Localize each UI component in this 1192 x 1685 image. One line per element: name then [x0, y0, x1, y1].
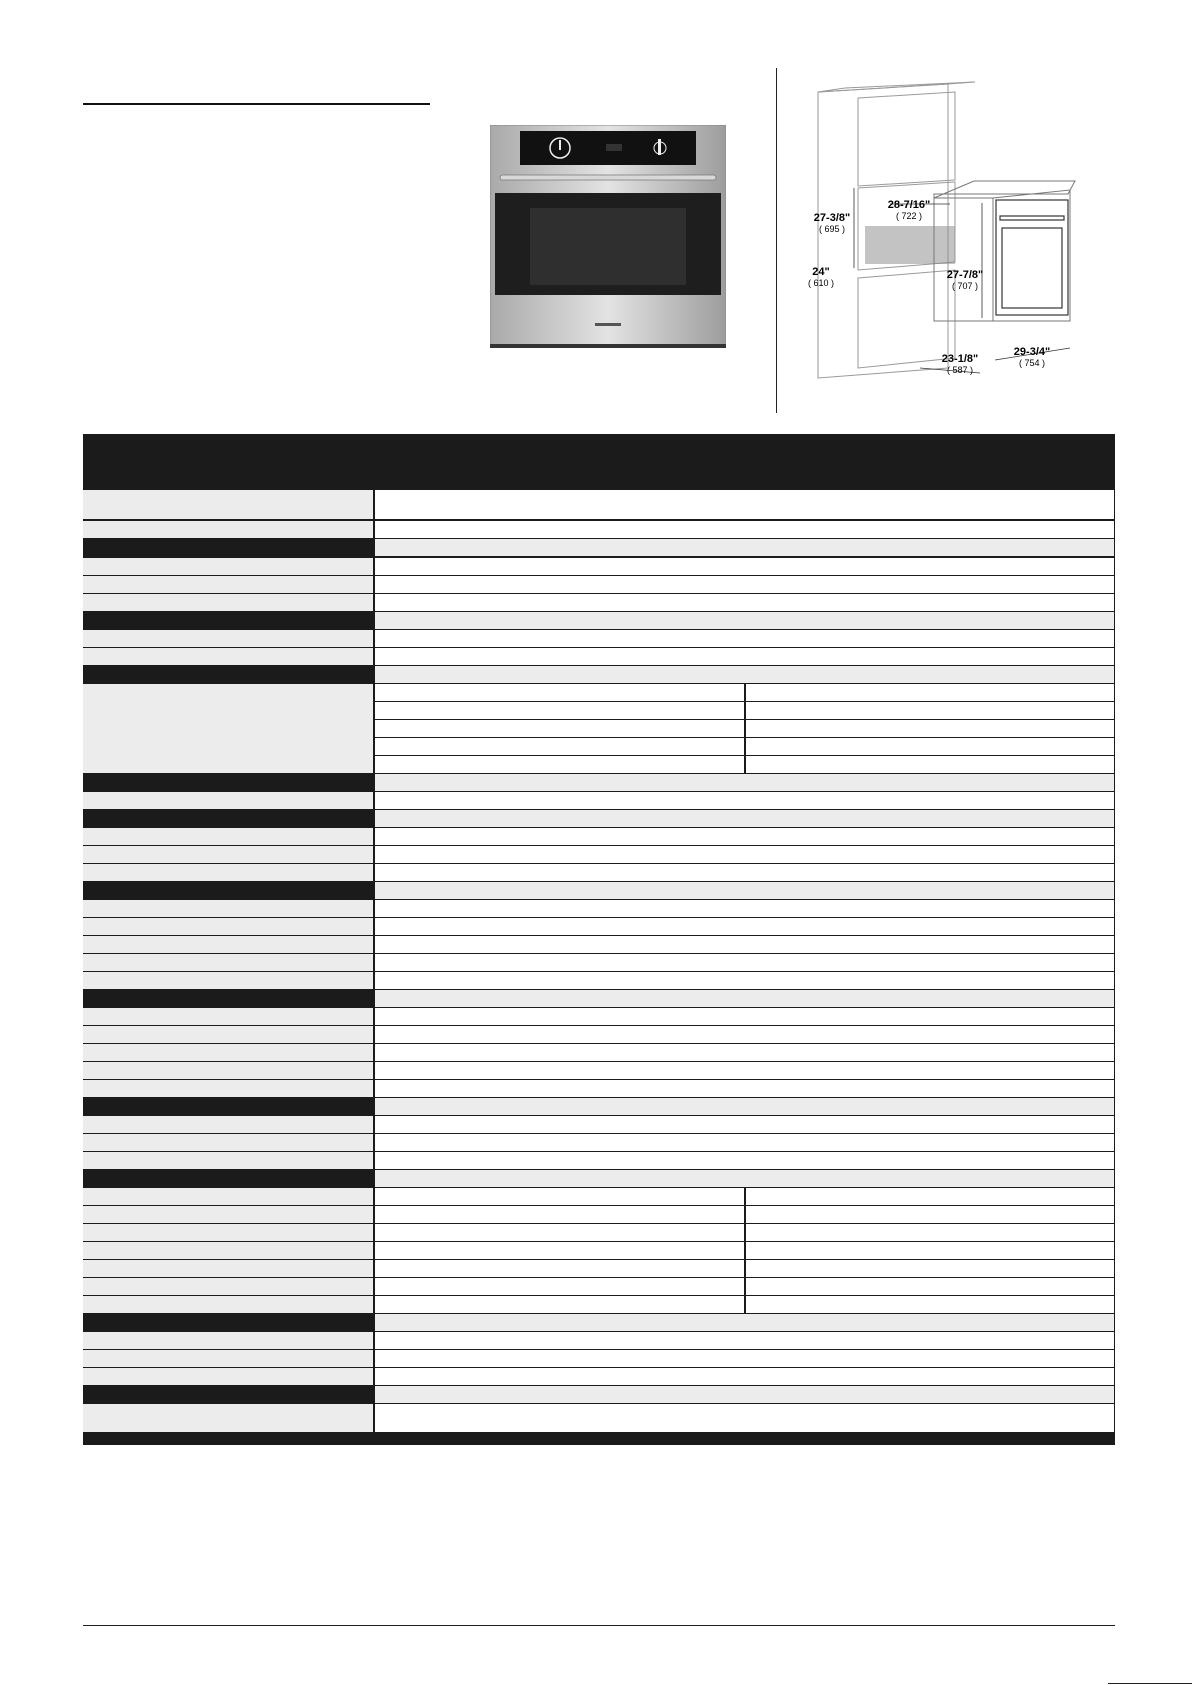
table-row — [83, 1296, 1115, 1313]
table-row-value — [375, 1044, 1114, 1061]
table-row-value — [375, 594, 1114, 611]
table-row — [83, 1188, 1115, 1205]
table-row-value — [375, 1350, 1114, 1367]
table-row — [83, 558, 1115, 575]
table-row-value — [375, 1026, 1114, 1043]
table-row-value — [375, 774, 1114, 791]
table-cell — [746, 1188, 1114, 1205]
table-row-label — [83, 774, 373, 791]
table-cell — [375, 1224, 744, 1241]
table-row — [83, 900, 1115, 917]
table-row-value — [375, 1242, 1114, 1259]
table-row-label — [83, 1062, 373, 1079]
table-row-label — [83, 1044, 373, 1061]
dimension-label-metric: ( 722 ) — [895, 211, 923, 221]
table-section-header — [83, 990, 1115, 1007]
table-row-value — [375, 1152, 1114, 1169]
table-row-label — [83, 1350, 373, 1367]
table-row-value — [375, 1386, 1114, 1403]
table-row-label — [83, 1242, 373, 1259]
table-row — [83, 630, 1115, 647]
table-row-label — [83, 648, 373, 665]
table-row-value — [375, 666, 1114, 683]
table-row — [83, 1224, 1115, 1241]
dimension-label-metric: ( 610 ) — [807, 278, 835, 288]
table-row-value — [375, 1260, 1114, 1277]
table-row — [83, 1332, 1115, 1349]
table-section-header — [83, 1386, 1115, 1403]
table-row-label — [83, 918, 373, 935]
table-row — [83, 521, 1115, 538]
table-row — [83, 1134, 1115, 1151]
table-row — [83, 720, 1115, 737]
dimension-label-imperial: 24" — [812, 266, 830, 278]
table-row-value — [375, 1170, 1114, 1187]
table-row-label — [83, 792, 373, 809]
table-row-value — [375, 1296, 1114, 1313]
table-row — [83, 936, 1115, 953]
table-row — [83, 576, 1115, 593]
table-row — [83, 1008, 1115, 1025]
footer-rule — [83, 1625, 1115, 1626]
table-row-value — [375, 648, 1114, 665]
table-row — [83, 1062, 1115, 1079]
table-row-value — [375, 990, 1114, 1007]
table-row — [83, 738, 1115, 755]
table-row-label — [83, 846, 373, 863]
table-cell — [375, 756, 744, 773]
dimension-label-metric: ( 587 ) — [946, 365, 974, 375]
table-row-value — [375, 972, 1114, 989]
table-cell — [375, 702, 744, 719]
dimension-label-metric: ( 707 ) — [951, 281, 979, 291]
table-row — [83, 756, 1115, 773]
table-row-value — [375, 1332, 1114, 1349]
table-section-header — [83, 1314, 1115, 1331]
table-row-label — [83, 539, 373, 556]
table-row-label — [83, 1116, 373, 1133]
table-cell — [746, 1296, 1114, 1313]
table-row-value — [375, 539, 1114, 556]
table-cell — [375, 684, 744, 701]
table-row-label — [83, 1098, 373, 1115]
dimension-label-imperial: 28-7/16" — [887, 199, 931, 211]
table-row — [83, 1350, 1115, 1367]
table-row-label — [83, 630, 373, 647]
dimension-label-metric: ( 754 ) — [1018, 358, 1046, 368]
table-row-label — [83, 1080, 373, 1097]
table-row-label — [83, 1134, 373, 1151]
table-row-value — [375, 1224, 1114, 1241]
table-row-value — [375, 1116, 1114, 1133]
table-row-label — [83, 1368, 373, 1385]
table-row-label — [83, 936, 373, 953]
table-row-value — [375, 1188, 1114, 1205]
dimension-label-imperial: 23-1/8" — [941, 353, 979, 365]
table-row-value — [375, 521, 1114, 538]
table-row-label — [83, 1404, 373, 1432]
table-cell — [375, 1296, 744, 1313]
table-row-label — [83, 1170, 373, 1187]
table-row-label — [83, 1260, 373, 1277]
table-row-value — [375, 954, 1114, 971]
table-cell — [375, 1260, 744, 1277]
table-row-value — [375, 900, 1114, 917]
table-row — [83, 1368, 1115, 1385]
table-row-label — [83, 1008, 373, 1025]
table-row — [83, 490, 1115, 519]
table-row — [83, 864, 1115, 881]
table-row-label — [83, 1206, 373, 1223]
table-section-header — [83, 1170, 1115, 1187]
table-row-value — [375, 1062, 1114, 1079]
table-section-header — [83, 666, 1115, 683]
table-row-label — [83, 576, 373, 593]
table-cell — [375, 738, 744, 755]
table-section-header — [83, 774, 1115, 791]
table-row-value — [375, 1008, 1114, 1025]
table-row-value — [375, 846, 1114, 863]
table-section-header — [83, 539, 1115, 556]
table-row-value — [375, 1314, 1114, 1331]
table-row — [83, 702, 1115, 719]
table-row-label — [83, 558, 373, 575]
table-row — [83, 594, 1115, 611]
table-row — [83, 1152, 1115, 1169]
table-cell — [746, 702, 1114, 719]
table-row — [83, 1206, 1115, 1223]
oven-product-photo — [490, 125, 726, 350]
table-row-label — [83, 882, 373, 899]
table-row — [83, 684, 1115, 701]
table-row — [83, 1026, 1115, 1043]
table-row — [83, 1260, 1115, 1277]
table-row — [83, 1404, 1115, 1432]
table-row-value — [375, 630, 1114, 647]
table-row-value — [375, 918, 1114, 935]
table-row-value — [375, 1278, 1114, 1295]
table-cell — [375, 1188, 744, 1205]
table-row — [83, 846, 1115, 863]
table-cell — [375, 1242, 744, 1259]
table-row-label — [83, 666, 373, 683]
table-cell — [746, 1278, 1114, 1295]
dimension-label-imperial: 27-7/8" — [946, 269, 984, 281]
table-row-value — [375, 1368, 1114, 1385]
table-row-value — [375, 576, 1114, 593]
dimension-label-metric: ( 695 ) — [818, 224, 846, 234]
table-section-header — [83, 882, 1115, 899]
table-row-label — [83, 1314, 373, 1331]
table-row-value — [375, 756, 1114, 773]
table-row-label — [83, 1188, 373, 1205]
table-cell — [746, 738, 1114, 755]
table-row-value — [375, 810, 1114, 827]
table-row-label — [83, 900, 373, 917]
table-row-label — [83, 1278, 373, 1295]
page-edge-rule — [1108, 1683, 1192, 1684]
table-row-label — [83, 1386, 373, 1403]
table-row-label — [83, 490, 373, 519]
table-row-label — [83, 864, 373, 881]
table-section-header — [83, 612, 1115, 629]
table-row-label — [83, 612, 373, 629]
table-row-label — [83, 972, 373, 989]
table-row — [83, 1278, 1115, 1295]
table-cell — [746, 684, 1114, 701]
table-row-label — [83, 1332, 373, 1349]
table-row-value — [375, 1098, 1114, 1115]
table-row — [83, 828, 1115, 845]
table-row — [83, 1044, 1115, 1061]
title-underline — [83, 103, 430, 105]
table-row-value — [375, 936, 1114, 953]
table-row-value — [375, 558, 1114, 575]
table-cell — [375, 720, 744, 737]
table-row-label — [83, 594, 373, 611]
section-divider — [776, 68, 777, 413]
table-row-value — [375, 720, 1114, 737]
table-row — [83, 1116, 1115, 1133]
table-row-label — [83, 1026, 373, 1043]
table-row-value — [375, 1206, 1114, 1223]
table-cell — [375, 1278, 744, 1295]
table-row-value — [375, 1080, 1114, 1097]
table-cell — [746, 756, 1114, 773]
table-row-value — [375, 882, 1114, 899]
installation-diagram — [800, 78, 1125, 383]
table-cell — [375, 1206, 744, 1223]
table-row-value — [375, 684, 1114, 701]
table-row-value — [375, 738, 1114, 755]
table-row-value — [375, 702, 1114, 719]
table-row-value — [375, 792, 1114, 809]
table-row-label — [83, 954, 373, 971]
table-row-value — [375, 828, 1114, 845]
table-row-label — [83, 1224, 373, 1241]
dimension-label-imperial: 29-3/4" — [1013, 346, 1051, 358]
table-row — [83, 1242, 1115, 1259]
table-row-value — [375, 490, 1114, 519]
table-row-label — [83, 810, 373, 827]
table-row-value — [375, 1404, 1114, 1432]
table-cell — [746, 720, 1114, 737]
table-row — [83, 648, 1115, 665]
table-row-label — [83, 1296, 373, 1313]
table-row — [83, 954, 1115, 971]
table-row-value — [375, 612, 1114, 629]
table-cell — [746, 1206, 1114, 1223]
dimension-label-imperial: 27-3/8" — [813, 212, 851, 224]
table-row — [83, 972, 1115, 989]
table-row — [83, 792, 1115, 809]
table-row — [83, 918, 1115, 935]
table-row-label — [83, 828, 373, 845]
table-cell — [746, 1224, 1114, 1241]
table-row — [83, 1080, 1115, 1097]
table-section-header — [83, 1098, 1115, 1115]
table-section-header — [83, 810, 1115, 827]
table-row-label — [83, 1152, 373, 1169]
table-row-label — [83, 521, 373, 538]
table-row-value — [375, 864, 1114, 881]
table-row-label — [83, 990, 373, 1007]
specification-table — [83, 434, 1115, 1445]
table-cell — [746, 1260, 1114, 1277]
table-cell — [746, 1242, 1114, 1259]
table-row-value — [375, 1134, 1114, 1151]
